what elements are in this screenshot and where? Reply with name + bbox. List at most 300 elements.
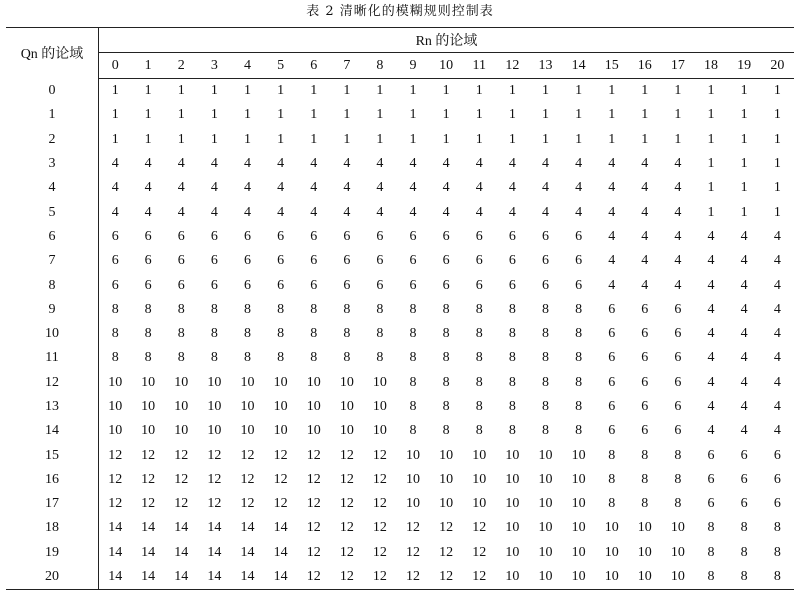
table-cell: 4 [541, 204, 549, 220]
table-cell: 4 [409, 180, 417, 196]
table-cell: 1 [277, 83, 285, 99]
table-cell: 10 [339, 423, 354, 439]
table-cell: 12 [240, 496, 255, 512]
row-label: 16 [6, 468, 99, 492]
table-cell: 12 [207, 447, 222, 463]
table-cell: 1 [674, 107, 682, 123]
table-cell: 4 [707, 301, 715, 317]
table-cell: 14 [174, 520, 189, 536]
table-cell: 4 [508, 156, 516, 172]
table-cell: 8 [674, 496, 682, 512]
table-cell: 8 [508, 399, 516, 414]
table-cell: 8 [740, 520, 748, 536]
table-cell: 12 [372, 496, 387, 512]
table-cell: 6 [674, 399, 682, 414]
table-cell: 12 [439, 544, 454, 560]
column-header: 7 [330, 53, 363, 79]
table-cell: 4 [707, 350, 715, 366]
table-cell: 8 [575, 423, 583, 439]
table-cell: 6 [773, 496, 781, 512]
table-cell: 1 [177, 107, 185, 123]
column-header: 20 [761, 53, 794, 79]
table-cell: 6 [575, 228, 583, 244]
table-cell: 6 [641, 350, 649, 366]
table-row [6, 443, 794, 467]
table-cell: 8 [608, 496, 616, 512]
table-cell: 12 [240, 447, 255, 463]
table-cell: 6 [575, 277, 583, 293]
table-cell: 4 [608, 180, 616, 196]
table-cell: 6 [310, 253, 318, 269]
table-cell: 1 [641, 131, 649, 147]
table-cell: 4 [773, 301, 781, 317]
column-header: 0 [99, 53, 132, 79]
table-cell: 4 [740, 350, 748, 366]
table-cell: 6 [409, 277, 417, 293]
table-cell: 10 [604, 520, 619, 536]
table-cell: 8 [740, 544, 748, 560]
table-cell: 10 [571, 544, 586, 560]
table-cell: 1 [210, 107, 218, 123]
table-cell: 14 [174, 544, 189, 560]
table-cell: 8 [575, 301, 583, 317]
table-cell: 1 [343, 107, 351, 123]
table-cell: 4 [707, 277, 715, 293]
table-cell: 4 [111, 180, 119, 196]
table-cell: 12 [463, 565, 496, 590]
table-cell: 10 [406, 496, 421, 512]
table-cell: 6 [740, 496, 748, 512]
table-cell: 4 [608, 228, 616, 244]
table-row [6, 249, 794, 273]
table-cell: 4 [243, 180, 251, 196]
table-cell: 14 [141, 520, 156, 536]
table-cell: 8 [243, 326, 251, 342]
table-cell: 8 [111, 326, 119, 342]
table-cell: 4 [707, 399, 715, 414]
table-cell: 12 [306, 471, 321, 487]
table-cell: 1 [740, 180, 748, 196]
table-cell: 8 [761, 565, 794, 590]
fuzzy-rule-table [6, 27, 794, 590]
table-cell: 4 [144, 156, 152, 172]
table-cell: 12 [339, 520, 354, 536]
table-cell: 8 [508, 374, 516, 390]
table-cell: 4 [674, 228, 682, 244]
table-cell: 10 [472, 447, 487, 463]
table-cell: 10 [571, 447, 586, 463]
table-cell: 10 [339, 374, 354, 390]
table-cell: 4 [442, 156, 450, 172]
table-cell: 4 [773, 350, 781, 366]
table-cell: 1 [773, 156, 781, 172]
table-cell: 8 [442, 399, 450, 414]
table-cell: 1 [608, 131, 616, 147]
row-label: 6 [6, 225, 99, 249]
table-cell: 6 [608, 301, 616, 317]
table-cell: 1 [210, 131, 218, 147]
table-cell: 4 [144, 204, 152, 220]
table-cell: 10 [670, 520, 685, 536]
table-cell: 8 [409, 326, 417, 342]
table-cell: 1 [409, 107, 417, 123]
table-cell: 10 [372, 399, 387, 414]
table-cell: 6 [641, 399, 649, 414]
table-cell: 8 [608, 471, 616, 487]
row-label: 1 [6, 103, 99, 127]
table-cell: 10 [505, 447, 520, 463]
table-cell: 6 [243, 253, 251, 269]
table-row [6, 298, 794, 322]
table-cell: 8 [409, 399, 417, 414]
table-cell: 10 [670, 544, 685, 560]
table-cell: 10 [538, 520, 553, 536]
table-cell: 4 [210, 180, 218, 196]
table-cell: 12 [430, 565, 463, 590]
table-cell: 6 [210, 253, 218, 269]
table-cell: 10 [604, 544, 619, 560]
table-cell: 12 [273, 496, 288, 512]
table-cell: 4 [773, 399, 781, 414]
row-label: 17 [6, 492, 99, 516]
column-header: 14 [562, 53, 595, 79]
table-cell: 10 [108, 399, 123, 414]
table-cell: 4 [674, 180, 682, 196]
table-cell: 12 [339, 544, 354, 560]
table-cell: 10 [439, 496, 454, 512]
row-label: 12 [6, 371, 99, 395]
table-cell: 1 [376, 131, 384, 147]
table-cell: 1 [277, 107, 285, 123]
table-cell: 8 [475, 423, 483, 439]
table-cell: 1 [111, 83, 119, 99]
table-cell: 10 [240, 399, 255, 414]
table-cell: 6 [674, 350, 682, 366]
column-header: 18 [694, 53, 727, 79]
table-cell: 8 [442, 301, 450, 317]
table-cell: 1 [575, 83, 583, 99]
table-cell: 1 [773, 131, 781, 147]
table-cell: 12 [141, 447, 156, 463]
table-cell: 10 [571, 520, 586, 536]
table-cell: 6 [177, 277, 185, 293]
table-cell: 4 [310, 156, 318, 172]
table-cell: 10 [141, 374, 156, 390]
table-cell: 12 [108, 447, 123, 463]
table-cell: 4 [641, 253, 649, 269]
table-cell: 1 [111, 107, 119, 123]
table-cell: 6 [343, 228, 351, 244]
table-cell: 4 [674, 253, 682, 269]
table-cell: 1 [773, 83, 781, 99]
table-cell: 4 [740, 253, 748, 269]
table-cell: 4 [177, 204, 185, 220]
table-cell: 6 [177, 253, 185, 269]
table-cell: 8 [277, 350, 285, 366]
table-cell: 10 [306, 399, 321, 414]
table-row [6, 541, 794, 565]
table-cell: 8 [728, 565, 761, 590]
table-cell: 8 [641, 447, 649, 463]
table-cell: 8 [442, 326, 450, 342]
table-cell: 4 [608, 204, 616, 220]
table-cell: 1 [740, 131, 748, 147]
table-cell: 6 [376, 228, 384, 244]
table-cell: 8 [641, 496, 649, 512]
table-cell: 10 [406, 447, 421, 463]
table-cell: 1 [508, 131, 516, 147]
table-cell: 4 [773, 423, 781, 439]
table-cell: 8 [674, 447, 682, 463]
table-cell: 10 [661, 565, 694, 590]
table-cell: 1 [740, 107, 748, 123]
table-cell: 6 [442, 228, 450, 244]
table-row [6, 322, 794, 346]
table-cell: 6 [541, 277, 549, 293]
table-cell: 4 [773, 277, 781, 293]
table-cell: 6 [277, 253, 285, 269]
table-cell: 10 [628, 565, 661, 590]
table-cell: 10 [174, 399, 189, 414]
table-cell: 10 [439, 471, 454, 487]
table-cell: 1 [674, 83, 682, 99]
table-cell: 1 [442, 131, 450, 147]
table-cell: 4 [773, 326, 781, 342]
table-cell: 10 [472, 471, 487, 487]
table-cell: 1 [409, 83, 417, 99]
table-cell: 4 [310, 204, 318, 220]
table-cell: 4 [641, 156, 649, 172]
table-cell: 12 [207, 471, 222, 487]
table-cell: 12 [141, 471, 156, 487]
table-cell: 8 [442, 423, 450, 439]
table-cell: 10 [562, 565, 595, 590]
table-cell: 10 [538, 447, 553, 463]
table-row [6, 468, 794, 492]
column-header: 5 [264, 53, 297, 79]
table-cell: 6 [508, 253, 516, 269]
table-cell: 4 [442, 204, 450, 220]
table-cell: 14 [108, 520, 123, 536]
row-label: 3 [6, 152, 99, 176]
table-cell: 6 [608, 374, 616, 390]
column-header: 9 [396, 53, 429, 79]
table-cell: 1 [343, 83, 351, 99]
table-cell: 1 [376, 83, 384, 99]
table-cell: 1 [707, 156, 715, 172]
table-cell: 10 [240, 374, 255, 390]
table-cell: 10 [571, 471, 586, 487]
table-cell: 8 [210, 350, 218, 366]
table-cell: 6 [475, 228, 483, 244]
table-cell: 4 [343, 180, 351, 196]
table-cell: 8 [773, 544, 781, 560]
table-cell: 4 [376, 156, 384, 172]
table-cell: 4 [475, 180, 483, 196]
table-cell: 8 [277, 301, 285, 317]
table-cell: 6 [243, 277, 251, 293]
table-cell: 6 [608, 326, 616, 342]
table-cell: 4 [641, 277, 649, 293]
table-cell: 10 [207, 374, 222, 390]
table-cell: 1 [707, 180, 715, 196]
table-cell: 10 [108, 374, 123, 390]
table-row [6, 103, 794, 127]
table-cell: 1 [740, 156, 748, 172]
table-cell: 8 [475, 350, 483, 366]
table-cell: 1 [144, 131, 152, 147]
table-cell: 4 [641, 180, 649, 196]
table-cell: 14 [165, 565, 198, 590]
table-cell: 4 [674, 277, 682, 293]
table-cell: 4 [508, 180, 516, 196]
table-cell: 14 [207, 544, 222, 560]
table-cell: 12 [207, 496, 222, 512]
table-cell: 8 [343, 326, 351, 342]
table-cell: 8 [541, 374, 549, 390]
table-body [6, 79, 794, 590]
table-cell: 8 [310, 326, 318, 342]
table-cell: 6 [641, 374, 649, 390]
table-cell: 4 [111, 156, 119, 172]
table-cell: 8 [343, 350, 351, 366]
table-cell: 8 [177, 350, 185, 366]
table-cell: 1 [475, 107, 483, 123]
table-cell: 1 [707, 83, 715, 99]
table-cell: 4 [343, 204, 351, 220]
table-cell: 10 [505, 471, 520, 487]
row-label: 8 [6, 273, 99, 297]
table-cell: 4 [177, 180, 185, 196]
row-label: 4 [6, 176, 99, 200]
table-cell: 4 [740, 228, 748, 244]
table-cell: 8 [210, 326, 218, 342]
table-cell: 4 [740, 277, 748, 293]
table-cell: 1 [210, 83, 218, 99]
table-cell: 1 [641, 107, 649, 123]
table-cell: 4 [277, 156, 285, 172]
table-cell: 8 [409, 423, 417, 439]
table-cell: 12 [108, 496, 123, 512]
table-cell: 12 [396, 565, 429, 590]
table-cell: 10 [505, 496, 520, 512]
table-cell: 6 [210, 228, 218, 244]
table-row [6, 346, 794, 370]
table-cell: 6 [674, 374, 682, 390]
table-cell: 12 [273, 447, 288, 463]
table-row [6, 152, 794, 176]
table-cell: 12 [297, 565, 330, 590]
table-cell: 10 [595, 565, 628, 590]
table-cell: 8 [243, 350, 251, 366]
table-cell: 12 [406, 520, 421, 536]
table-cell: 4 [773, 374, 781, 390]
table-cell: 14 [207, 520, 222, 536]
table-cell: 4 [707, 253, 715, 269]
table-cell: 6 [773, 471, 781, 487]
table-row [6, 565, 794, 590]
table-cell: 4 [277, 204, 285, 220]
table-cell: 1 [508, 83, 516, 99]
table-cell: 1 [773, 180, 781, 196]
table-cell: 1 [177, 131, 185, 147]
table-cell: 1 [243, 131, 251, 147]
table-cell: 8 [541, 399, 549, 414]
table-cell: 10 [538, 496, 553, 512]
table-cell: 8 [177, 301, 185, 317]
table-cell: 10 [529, 565, 562, 590]
table-cell: 6 [111, 277, 119, 293]
table-cell: 8 [541, 326, 549, 342]
table-cell: 6 [508, 228, 516, 244]
table-cell: 12 [372, 544, 387, 560]
table-cell: 12 [306, 447, 321, 463]
table-row [6, 225, 794, 249]
table-cell: 6 [210, 277, 218, 293]
table-cell: 10 [108, 423, 123, 439]
table-cell: 14 [141, 544, 156, 560]
table-cell: 8 [707, 520, 715, 536]
table-cell: 4 [409, 156, 417, 172]
table-cell: 1 [674, 131, 682, 147]
table-cell: 1 [541, 83, 549, 99]
table-cell: 4 [608, 156, 616, 172]
row-label: 2 [6, 128, 99, 152]
table-cell: 8 [475, 374, 483, 390]
qn-domain-header: Qn 的论域 [6, 28, 99, 79]
table-cell: 4 [674, 204, 682, 220]
table-cell: 6 [674, 326, 682, 342]
table-cell: 10 [637, 544, 652, 560]
table-cell: 6 [144, 253, 152, 269]
table-cell: 12 [174, 496, 189, 512]
table-cell: 12 [273, 471, 288, 487]
table-cell: 4 [243, 204, 251, 220]
table-cell: 12 [306, 496, 321, 512]
table-cell: 4 [740, 423, 748, 439]
table-cell: 10 [472, 496, 487, 512]
table-cell: 12 [472, 520, 487, 536]
row-label: 18 [6, 516, 99, 540]
table-cell: 14 [198, 565, 231, 590]
table-cell: 12 [372, 520, 387, 536]
table-cell: 10 [571, 496, 586, 512]
table-cell: 4 [608, 253, 616, 269]
table-cell: 4 [277, 180, 285, 196]
column-header: 15 [595, 53, 628, 79]
table-cell: 8 [343, 301, 351, 317]
table-cell: 10 [141, 399, 156, 414]
table-cell: 6 [608, 399, 616, 414]
table-cell: 8 [376, 301, 384, 317]
table-cell: 8 [541, 301, 549, 317]
table-cell: 8 [541, 423, 549, 439]
table-cell: 1 [740, 204, 748, 220]
table-cell: 10 [273, 374, 288, 390]
table-cell: 6 [376, 277, 384, 293]
table-cell: 8 [508, 301, 516, 317]
table-cell: 8 [674, 471, 682, 487]
table-cell: 14 [99, 565, 132, 590]
table-cell: 1 [310, 131, 318, 147]
table-cell: 4 [773, 253, 781, 269]
table-cell: 14 [240, 520, 255, 536]
table-cell: 4 [177, 156, 185, 172]
table-cell: 6 [409, 228, 417, 244]
table-cell: 12 [330, 565, 363, 590]
table-cell: 4 [773, 228, 781, 244]
table-cell: 8 [144, 301, 152, 317]
